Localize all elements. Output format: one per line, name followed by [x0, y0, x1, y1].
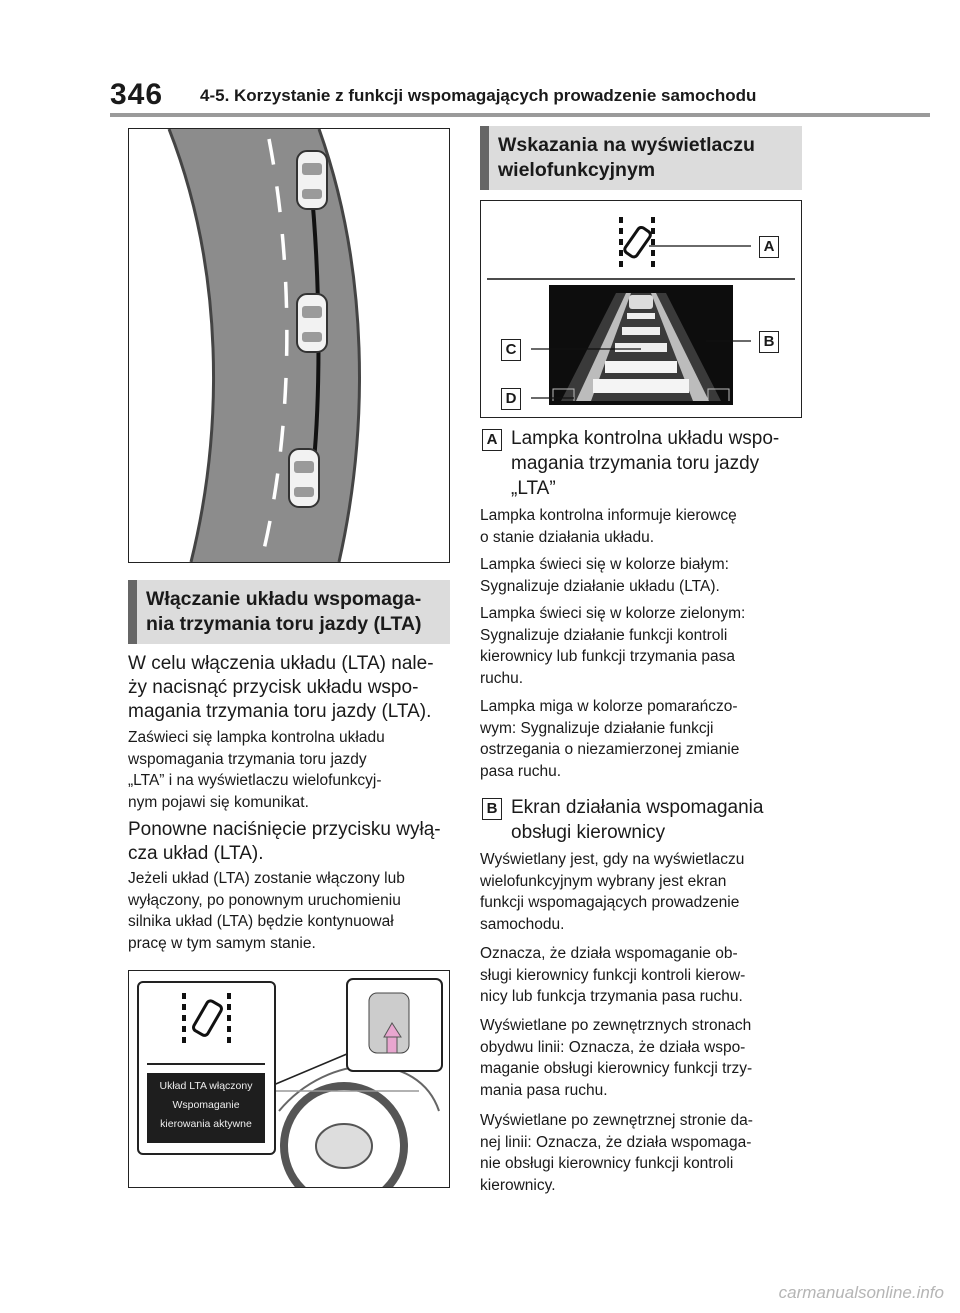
text-line: sługi kierownicy funkcji kontroli kierow- — [480, 966, 746, 984]
text-line: obydwu linii: Oznacza, że działa wspo- — [480, 1038, 746, 1056]
text-line: wielofunkcyjnym wybrany jest ekran — [480, 872, 727, 890]
text-line: wyłączony, po ponownym uruchomieniu — [128, 891, 401, 909]
text-line: o stanie działania układu. — [480, 528, 655, 546]
text-line: Ekran działania wspomagania — [511, 797, 764, 818]
lead-paragraph — [128, 818, 458, 866]
multi-info-display-figure — [480, 200, 802, 418]
item-b-paragraph — [480, 943, 810, 1008]
text-line: kierownicy lub funkcji trzymania pasa — [480, 648, 735, 665]
message-line: Wspomaganie — [172, 1099, 240, 1111]
text-line: Jeżeli układ (LTA) zostanie włączony lub — [128, 870, 405, 887]
callout-a: A — [759, 236, 779, 258]
item-b-title — [511, 795, 811, 845]
text-line: funkcji wspomagających prowadzenie — [480, 894, 740, 911]
text-line: Sygnalizuje działanie układu (LTA). — [480, 577, 720, 595]
text-line: Lampka świeci się w kolorze zielonym: — [480, 605, 746, 622]
text-line: Wyświetlane po zewnętrznej stronie da- — [480, 1112, 753, 1129]
callout-c: C — [501, 339, 521, 361]
text-line: Ponowne naciśnięcie przycisku wyłą- — [128, 819, 441, 840]
dashboard-illustration — [128, 970, 450, 1188]
text-line: magania trzymania toru jazdy — [511, 453, 760, 474]
text-line: mania pasa ruchu. — [480, 1081, 608, 1099]
heading-line: Włączanie układu wspomaga- — [146, 588, 422, 610]
text-line: „LTA” i na wyświetlaczu wielofunkcyj- — [128, 772, 382, 789]
section-heading-display — [480, 126, 802, 190]
message-line: kierowania aktywne — [160, 1118, 252, 1130]
text-line: maganie obsługi kierownicy funkcji trzy- — [480, 1060, 753, 1077]
text-line: Wyświetlane po zewnętrznych stronach — [480, 1017, 752, 1034]
header-rule — [110, 113, 930, 117]
text-line: nym pojawi się komunikat. — [128, 793, 309, 811]
text-line: nicy lub funkcja trzymania pasa ruchu. — [480, 988, 743, 1005]
text-line: silnika układ (LTA) będzie kontynuował — [128, 913, 394, 930]
page-number: 346 — [110, 78, 164, 111]
car-icon — [297, 294, 327, 352]
display-message — [147, 1073, 265, 1143]
text-line: obsługi kierownicy — [511, 822, 666, 843]
steering-switch-inset — [347, 979, 442, 1071]
text-line: ruchu. — [480, 669, 524, 687]
section-heading-lta-enable — [128, 580, 450, 644]
item-b-label: B — [482, 798, 502, 820]
item-b-paragraph — [480, 1110, 810, 1196]
heading-line: wielofunkcyjnym — [498, 159, 656, 181]
text-line: magania trzymania toru jazdy (LTA). — [128, 701, 432, 722]
note-paragraph — [128, 868, 458, 954]
running-title: 4-5. Korzystanie z funkcji wspomagających prowadzenie samochodu — [200, 86, 757, 105]
item-a-title — [511, 426, 811, 501]
heading-line: Wskazania na wyświetlaczu — [498, 134, 755, 156]
text-line: Zaświeci się lampka kontrolna układu — [128, 729, 385, 746]
text-line: Wyświetlany jest, gdy na wyświetlaczu — [480, 851, 745, 868]
text-line: wym: Sygnalizuje działanie funkcji — [480, 719, 714, 737]
car-icon — [297, 151, 327, 209]
item-a-paragraph — [480, 696, 810, 782]
text-line: pasa ruchu. — [480, 762, 561, 780]
text-line: Lampka świeci się w kolorze białym: — [480, 556, 729, 573]
item-b-paragraph — [480, 1015, 810, 1101]
lead-paragraph — [128, 652, 458, 724]
text-line: pracę w tym samym stanie. — [128, 934, 316, 952]
car-icon — [289, 449, 319, 507]
divider — [147, 1063, 265, 1065]
text-line: Lampka kontrolna układu wspo- — [511, 428, 780, 449]
text-line: Oznacza, że działa wspomaganie ob- — [480, 945, 738, 962]
text-line: cza układ (LTA). — [128, 843, 264, 864]
item-a-paragraph — [480, 603, 810, 689]
lane-trace-illustration — [128, 128, 450, 563]
text-line: ży nacisnąć przycisk układu wspo- — [128, 677, 419, 698]
message-line: Układ LTA włączony — [159, 1080, 253, 1092]
text-line: wspomagania trzymania toru jazdy — [128, 750, 367, 768]
text-line: W celu włączenia układu (LTA) nale- — [128, 653, 434, 674]
text-line: samochodu. — [480, 915, 565, 933]
heading-line: nia trzymania toru jazdy (LTA) — [146, 613, 422, 635]
text-line: Sygnalizuje działanie funkcji kontroli — [480, 626, 728, 644]
item-b-paragraph — [480, 849, 810, 935]
callout-d: D — [501, 388, 521, 410]
text-line: kierownicy. — [480, 1176, 556, 1194]
watermark: carmanualsonline.info — [778, 1283, 944, 1302]
item-a-label: A — [482, 429, 502, 451]
note-paragraph — [128, 727, 458, 813]
callout-b: B — [759, 331, 779, 353]
item-a-paragraph — [480, 554, 810, 597]
text-line: „LTA” — [511, 478, 556, 499]
display-inset — [137, 981, 276, 1155]
item-a-paragraph — [480, 505, 810, 548]
text-line: Lampka kontrolna informuje kierowcę — [480, 507, 737, 524]
lta-indicator-icon — [621, 217, 653, 267]
text-line: ostrzegania o niezamierzonej zmianie — [480, 741, 740, 758]
text-line: nej linii: Oznacza, że działa wspomaga- — [480, 1133, 752, 1151]
text-line: Lampka miga w kolorze pomarańczo- — [480, 698, 738, 715]
text-line: nie obsługi kierownicy funkcji kontroli — [480, 1155, 734, 1172]
